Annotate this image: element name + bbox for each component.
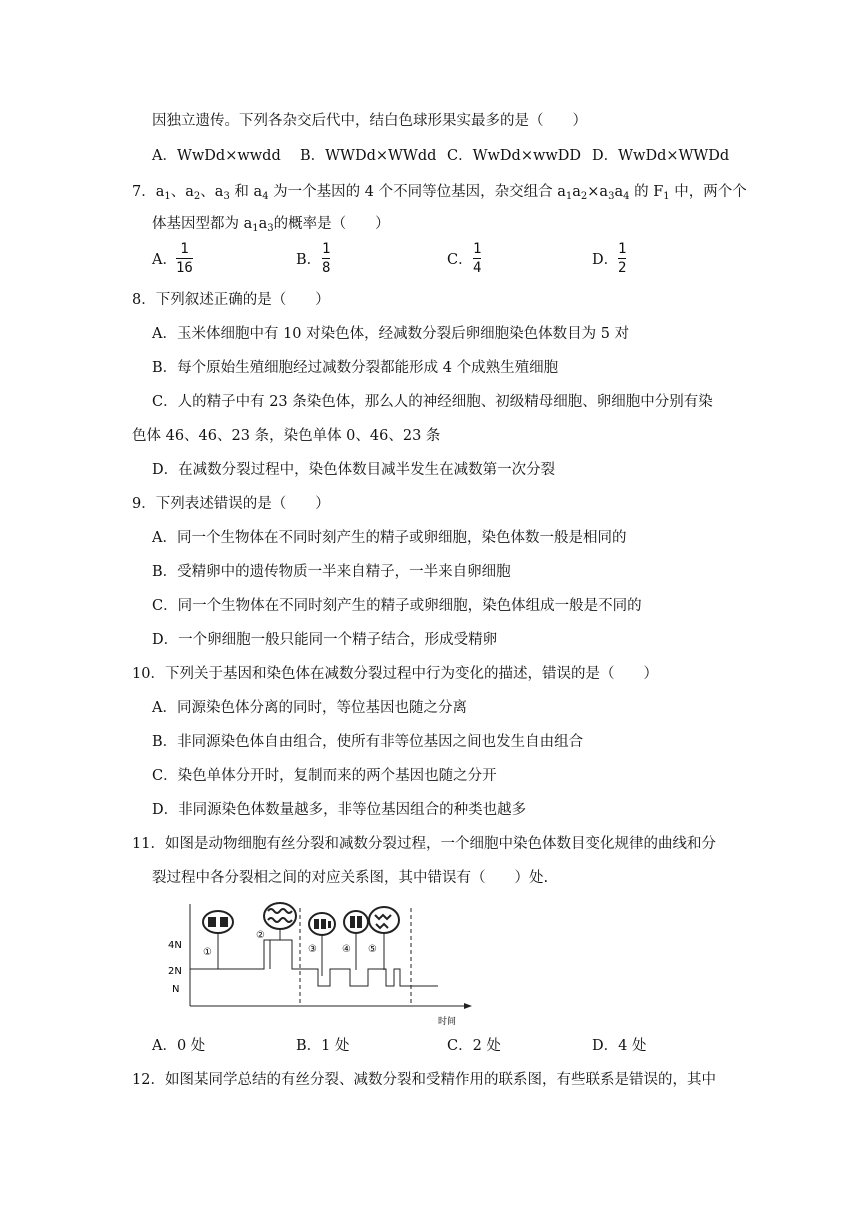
q11-option-a: A．0 处: [152, 1038, 206, 1054]
q7-option-a: A．: [152, 252, 177, 268]
q9-option-c: C．同一个生物体在不同时刻产生的精子或卵细胞，染色体组成一般是不同的: [152, 598, 642, 614]
q10-stem: 10．下列关于基因和染色体在减数分裂过程中行为变化的描述，错误的是（ ）: [132, 666, 658, 682]
q10-option-d: D．非同源染色体数量越多，非等位基因组合的种类也越多: [152, 802, 527, 818]
cell-1: [203, 911, 233, 969]
y-tick-2n: 2N: [168, 966, 182, 977]
q7-stem-prefix: 7．a: [132, 184, 165, 200]
q7-option-b: B．: [296, 252, 322, 268]
q10-option-c: C．染色单体分开时，复制而来的两个基因也随之分开: [152, 768, 497, 784]
y-tick-n: N: [172, 984, 180, 995]
q8-option-d: D．在减数分裂过程中，染色体数目减半发生在减数第一次分裂: [152, 462, 556, 478]
cell-4: [342, 911, 368, 970]
q7-stem-line2: 体基因型都为 $a_1a_3$的概率是（ ）: [152, 216, 390, 234]
q9-option-a: A．同一个生物体在不同时刻产生的精子或卵细胞，染色体数一般是相同的: [152, 530, 627, 546]
marker-5: ⑤: [368, 944, 377, 955]
q10-option-b: B．非同源染色体自由组合，使所有非等位基因之间也发生自由组合: [152, 734, 584, 750]
cell-3: [308, 913, 335, 976]
y-tick-4n: 4N: [168, 940, 182, 951]
q7-option-c: C．: [447, 252, 473, 268]
q9-option-b: B．受精卵中的遗传物质一半来自精子，一半来自卵细胞: [152, 564, 511, 580]
q6-option-b: B．WWDd×WWdd: [300, 148, 437, 164]
q11-stem-line1: 11．如图是动物细胞有丝分裂和减数分裂过程，一个细胞中染色体数目变化规律的曲线和分: [132, 836, 716, 852]
q6-option-a: A．WwDd×wwdd: [152, 148, 281, 164]
q9-option-d: D．一个卵细胞一般只能同一个精子结合，形成受精卵: [152, 632, 498, 648]
q6-option-c: C．WwDd×wwDD: [447, 148, 582, 164]
q7-option-b-fraction: 1 8: [322, 241, 331, 276]
q9-stem: 9．下列表述错误的是（ ）: [132, 496, 330, 512]
q7-option-c-fraction: 1 4: [473, 241, 482, 276]
q7-stem-line1: 7．$a_1$、$a_2$、$a_3$ 和 $a_4$ 为一个基因的 4 个不同等位基因，杂交组合 $a_1a_2\times a_3a_4$ 的 $F_1$ 中，两个个: [132, 184, 747, 202]
q6-stem-end: 因独立遗传。下列各杂交后代中，结白色球形果实最多的是（ ）: [152, 113, 587, 129]
q11-option-d: D．4 处: [592, 1038, 647, 1054]
q8-stem: 8．下列叙述正确的是（ ）: [132, 292, 330, 308]
q12-stem-line1: 12．如图某同学总结的有丝分裂、减数分裂和受精作用的联系图，有些联系是错误的，其中: [132, 1072, 716, 1088]
q11-option-b: B．1 处: [296, 1038, 350, 1054]
q7-option-a-fraction: 1 16: [176, 241, 193, 276]
q11-chromosome-figure: [168, 900, 488, 1025]
x-axis-label: 时间: [438, 1017, 457, 1025]
q7-stem-mid: 个基因的 4 个不同等位基因，杂交组合 a: [302, 184, 566, 200]
q10-option-a: A．同源染色体分离的同时，等位基因也随之分离: [152, 700, 467, 716]
cell-2: [256, 903, 296, 941]
q8-option-c-line1: C．人的精子中有 23 条染色体，那么人的神经细胞、初级精母细胞、卵细胞中分别有染: [152, 394, 713, 410]
marker-1: ①: [203, 947, 212, 958]
q11-stem-line2: 裂过程中各分裂相之间的对应关系图，其中错误有（ ）处.: [152, 870, 549, 886]
q7-option-d-fraction: 1 2: [618, 241, 627, 276]
marker-2: ②: [256, 930, 265, 941]
q8-option-c-line2: 色体 46、46、23 条，染色单体 0、46、23 条: [132, 428, 441, 444]
marker-4: ④: [342, 944, 351, 955]
q7-option-d: D．: [592, 252, 619, 268]
q7-stem-line2-text: 体基因型都为 a: [152, 216, 253, 232]
q7-stem-line2-end: 的概率是（ ）: [273, 216, 390, 232]
q11-option-c: C．2 处: [447, 1038, 501, 1054]
marker-3: ③: [308, 944, 317, 955]
q6-option-d: D．WwDd×WWDd: [592, 148, 730, 164]
cell-5: [368, 907, 399, 970]
q8-option-b: B．每个原始生殖细胞经过减数分裂都能形成 4 个成熟生殖细胞: [152, 360, 559, 376]
q8-option-a: A．玉米体细胞中有 10 对染色体，经减数分裂后卵细胞染色体数目为 5 对: [152, 326, 630, 342]
